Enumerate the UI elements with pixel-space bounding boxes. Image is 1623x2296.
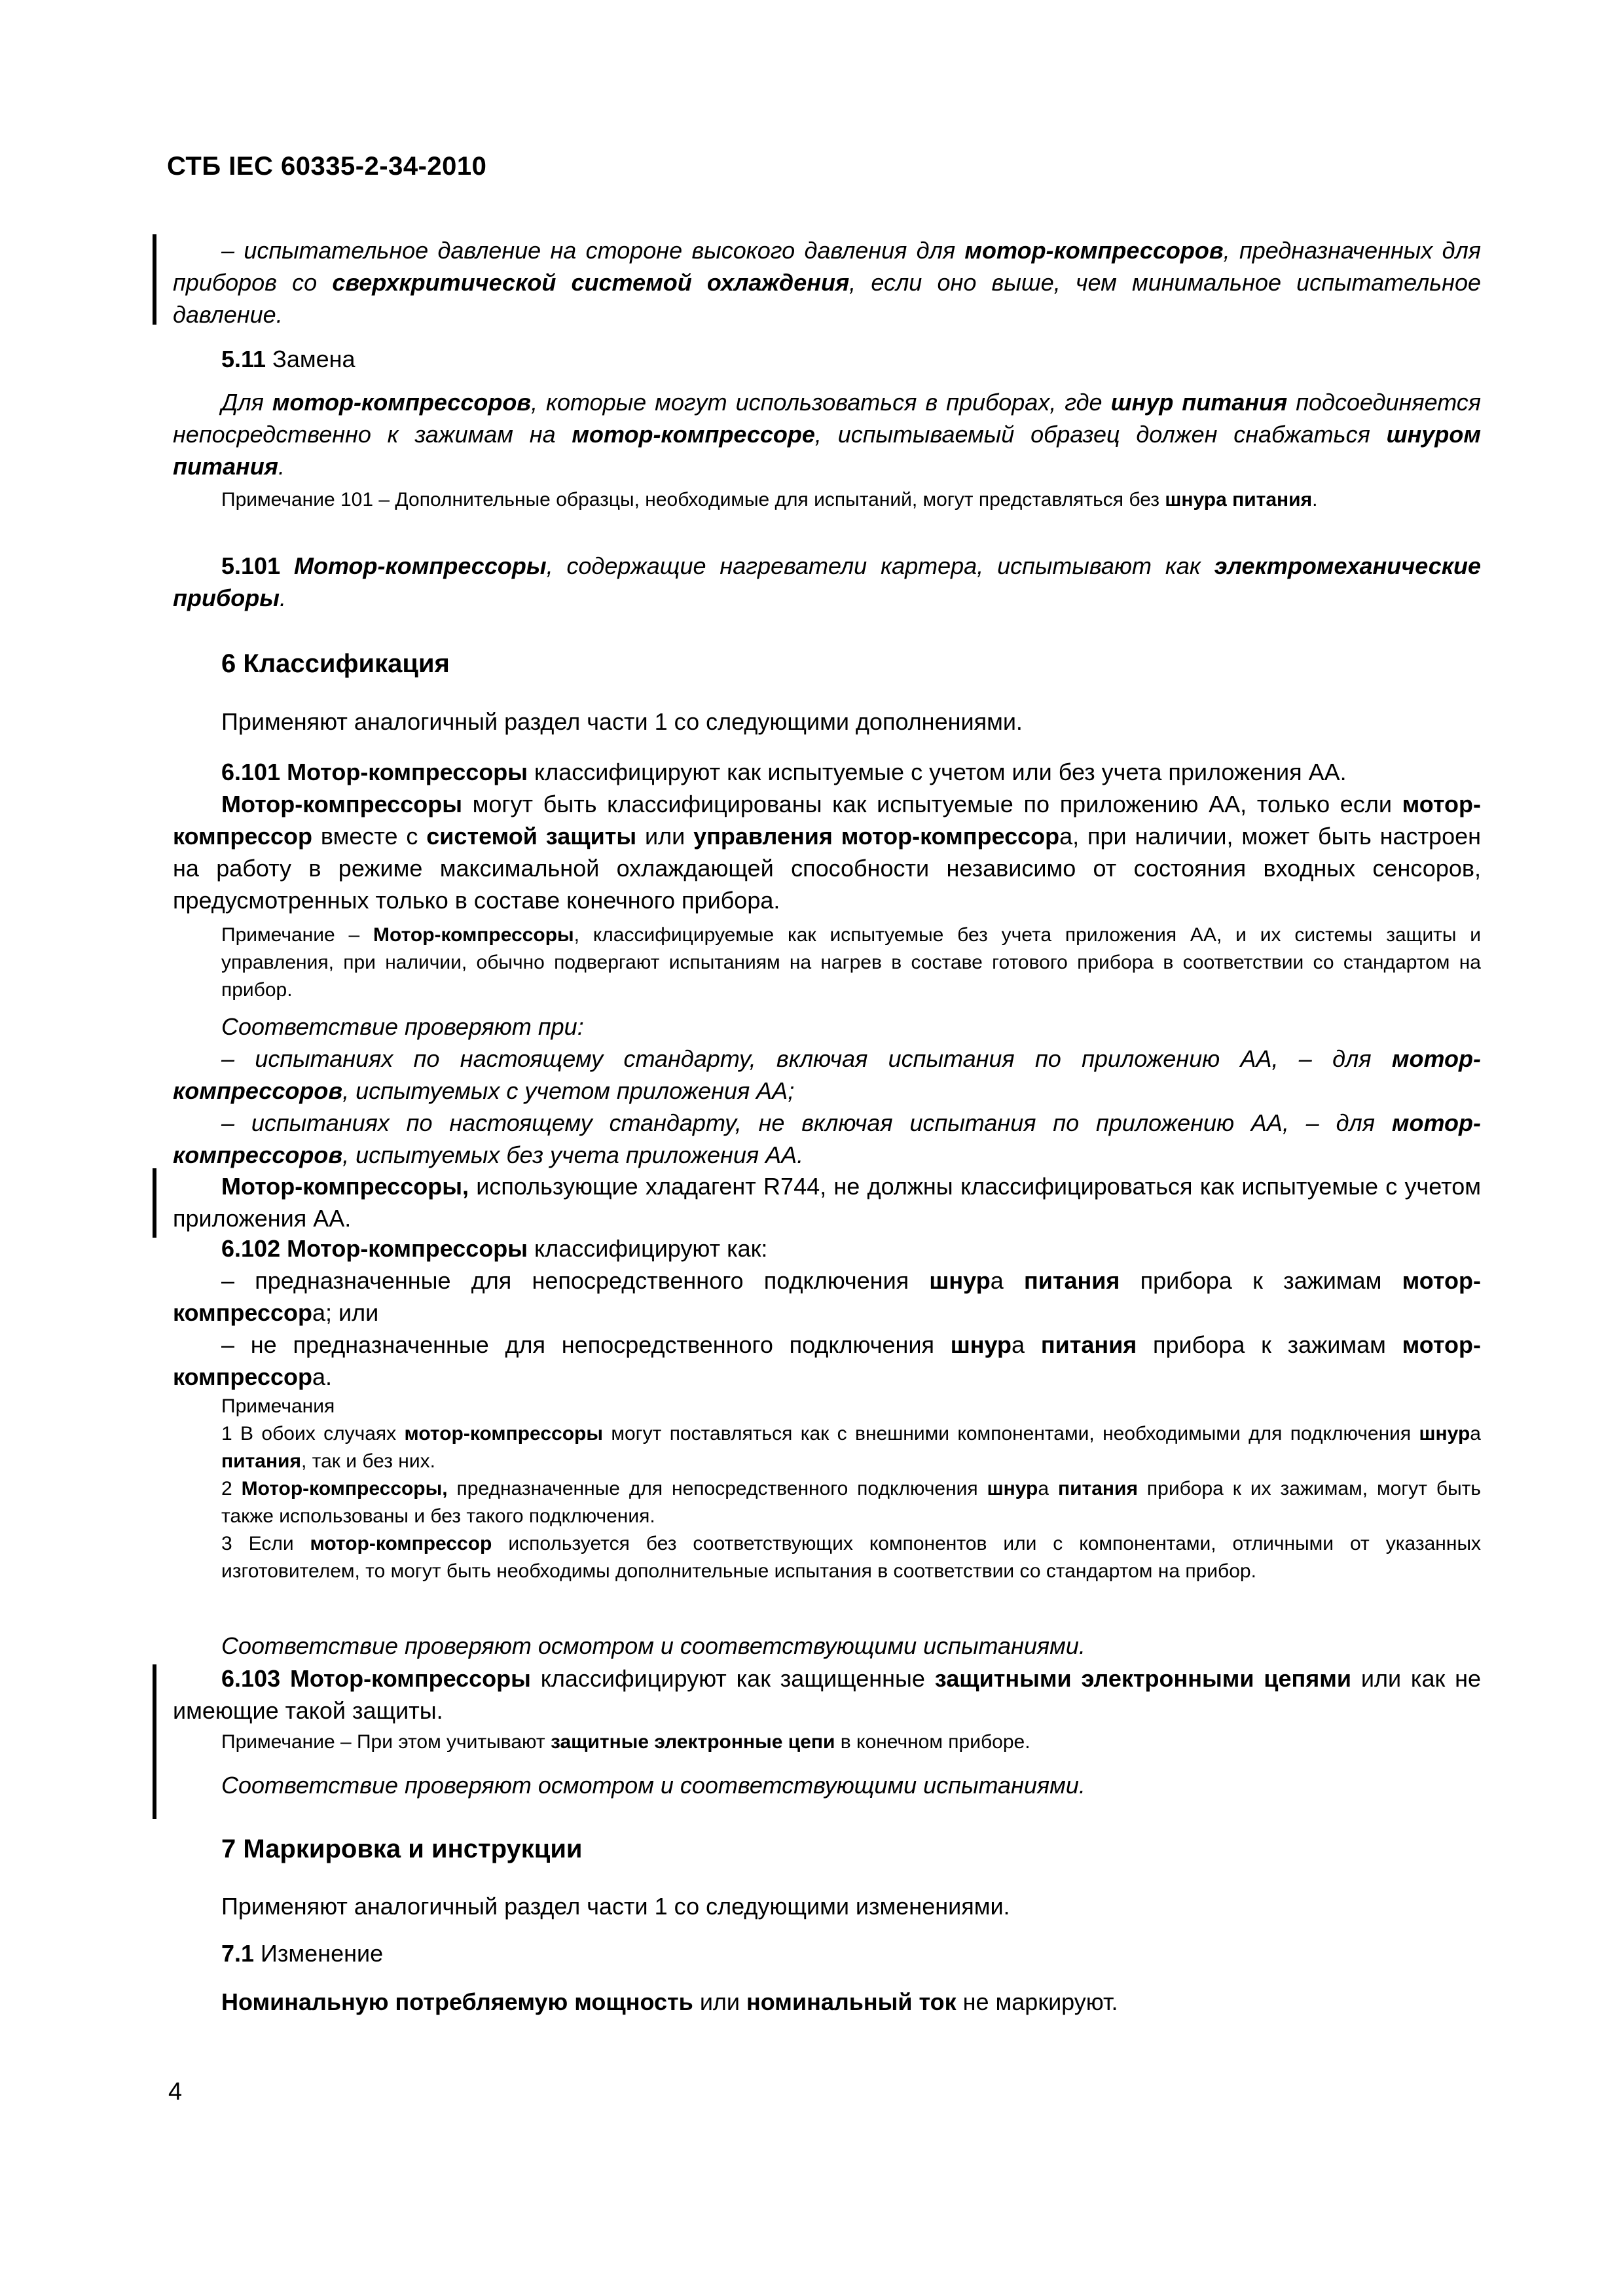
clause-7-1-heading: 7.1 Изменение xyxy=(221,1940,384,1967)
clause-5-11-paragraph: Для мотор-компрессоров, которые могут использоваться в приборах, где шнур питания подсоединяется непосредственно к зажимам на мотор-компрессоре, испытываемый образец должен снабжаться шнуром питания. xyxy=(173,389,1482,480)
clause-7-1-paragraph: Номинальную потребляемую мощность или номинальный ток не маркируют. xyxy=(221,1988,1118,2015)
section-7-heading: 7 Маркировка и инструкции xyxy=(221,1835,583,1863)
compliance-check-6-102: Соответствие проверяют осмотром и соответствующими испытаниями. xyxy=(221,1632,1085,1659)
clause-5-101: 5.101 Мотор-компрессоры, содержащие нагреватели картера, испытывают как электромеханические приборы. xyxy=(173,552,1482,611)
section-6-heading: 6 Классификация xyxy=(221,649,450,678)
section-6-intro: Применяют аналогичный раздел части 1 со следующими дополнениями. xyxy=(221,708,1023,735)
compliance-check-6-103: Соответствие проверяют осмотром и соответствующими испытаниями. xyxy=(221,1772,1085,1799)
clause-6-102: 6.102 Мотор-компрессоры классифицируют как: – предназначенные для непосредственного подключения шнура питания прибора к зажимам мотор-компрессора; или – не предназначенные для непосредственного подключения шнура питания прибора к зажимам мотор-компрессора. xyxy=(173,1235,1482,1390)
clause-6-103: 6.103 Мотор-компрессоры классифицируют как защищенные защитными электронными цепями или как не имеющие такой защиты. xyxy=(173,1665,1481,1724)
compliance-check-list: Соответствие проверяют при: – испытаниях по настоящему стандарту, включая испытания по приложению АА, – для мотор-компрессоров, испытуемых с учетом приложения АА; – испытаниях по настоящему стандарту, не включая испытания по приложению АА, – для мотор-компрессоров, испытуемых без учета приложения АА. xyxy=(173,1013,1481,1168)
clause-6-101: 6.101 Мотор-компрессоры классифицируют как испытуемые с учетом или без учета приложения АА. Мотор-компрессоры могут быть классифицированы как испытуемые по приложению АА, только если мотор-компрессор вместе с системой защиты или управления мотор-компрессора, при наличии, может быть настроен на работу в режиме максимальной охлаждающей способности независимо от состояния входных сенсоров, предусмотренных только в составе конечного прибора. xyxy=(173,759,1481,914)
note-2: 2 Мотор-компрессоры, предназначенные для непосредственного подключения шнура питания прибора к их зажимам, могут быть также использованы и без такого подключения. xyxy=(221,1478,1481,1527)
change-bar xyxy=(153,1168,156,1238)
r744-paragraph: Мотор-компрессоры, использующие хладагент R744, не должны классифицироваться как испытуемые с учетом приложения АА. xyxy=(173,1173,1481,1232)
note-3: 3 Если мотор-компрессор используется без соответствующих компонентов или с компонентами, отличными от указанных изготовителем, то могут быть необходимы дополнительные испытания в соответствии со стандартом на прибор. xyxy=(221,1533,1482,1582)
clause-5-11-note: Примечание 101 – Дополнительные образцы, необходимые для испытаний, могут представляться без шнура питания. xyxy=(221,489,1318,511)
page-number: 4 xyxy=(168,2078,183,2106)
clause-5-11-heading: 5.11 Замена xyxy=(221,346,356,372)
document-header: СТБ IEC 60335-2-34-2010 xyxy=(167,152,487,181)
section-7-intro: Применяют аналогичный раздел части 1 со следующими изменениями. xyxy=(221,1893,1010,1920)
change-bar xyxy=(153,1664,156,1819)
change-bar xyxy=(153,234,156,325)
notes-title: Примечания xyxy=(221,1395,335,1417)
note-1: 1 В обоих случаях мотор-компрессоры могут поставляться как с внешними компонентами, необходимыми для подключения шнура питания, так и без них. xyxy=(221,1423,1481,1472)
clause-6-103-note: Примечание – При этом учитывают защитные электронные цепи в конечном приборе. xyxy=(221,1731,1030,1753)
clause-6-101-note: Примечание – Мотор-компрессоры, классифицируемые как испытуемые без учета приложения АА, и их системы защиты и управления, при наличии, обычно подвергают испытаниям на нагрев в составе готового прибора в соответствии со стандартом на прибор. xyxy=(221,924,1481,1001)
clause-6-102-notes xyxy=(221,1393,1481,1585)
paragraph-test-pressure: – испытательное давление на стороне высокого давления для мотор-компрессоров, предназначенных для приборов со сверхкритической системой охлаждения, если оно выше, чем минимальное испытательное давление. xyxy=(173,237,1482,328)
